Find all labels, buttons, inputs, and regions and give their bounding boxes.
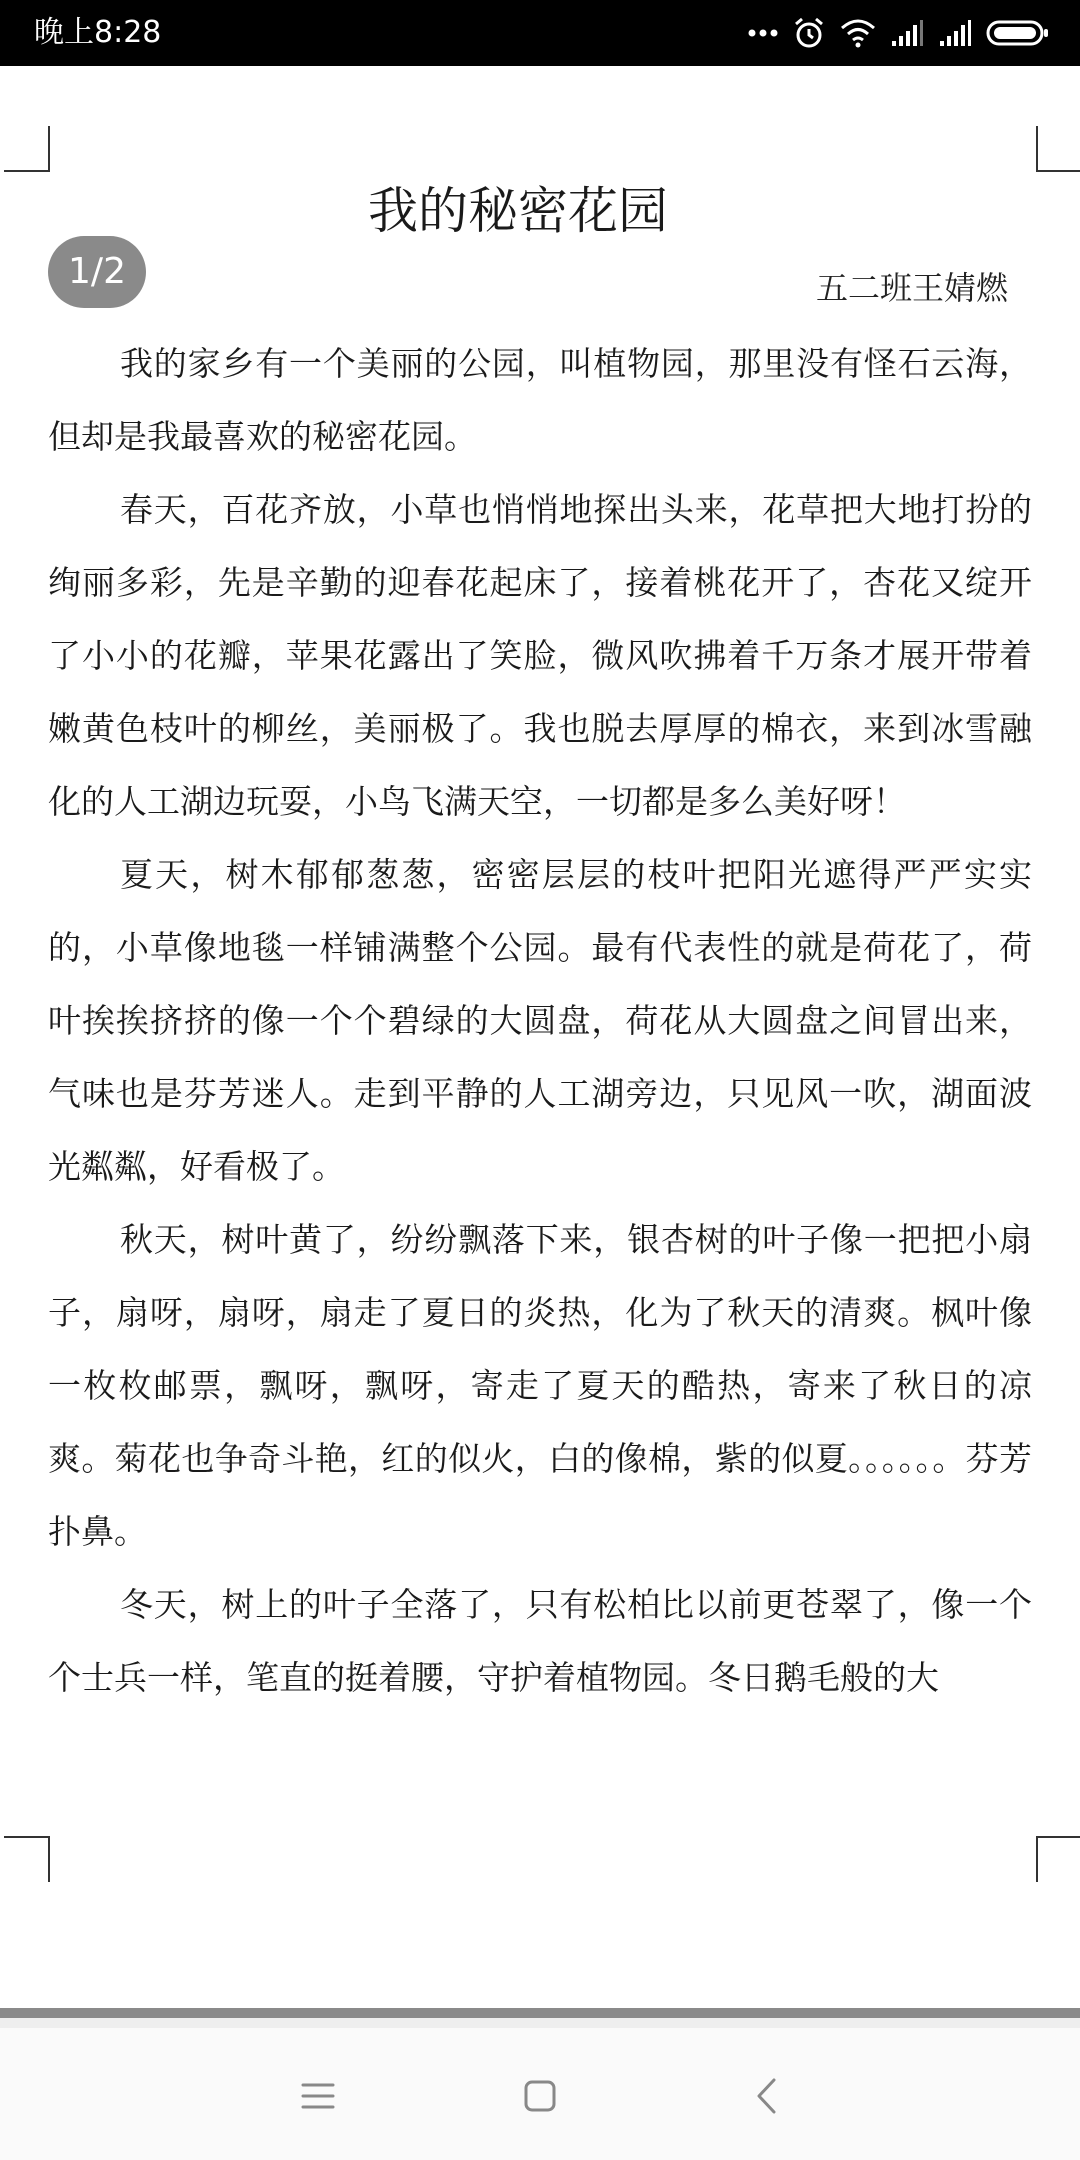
signal-2-icon [938, 19, 972, 47]
paragraph: 我的家乡有一个美丽的公园，叫植物园，那里没有怪石云海，但却是我最喜欢的秘密花园。 [48, 344, 1032, 456]
paragraph: 冬天，树上的叶子全落了，只有松柏比以前更苍翠了，像一个个士兵一样，笔直的挺着腰，守护着植物园。冬日鹅毛般的大 [48, 1585, 1032, 1697]
back-button[interactable] [726, 2056, 806, 2136]
crop-mark-bottom-left [4, 1836, 50, 1882]
divider [0, 2018, 1080, 2028]
crop-mark-bottom-right [1036, 1836, 1080, 1882]
paragraph: 秋天，树叶黄了，纷纷飘落下来，银杏树的叶子像一把把小扇子，扇呀，扇呀，扇走了夏日的炎热，化为了秋天的清爽。枫叶像一枚枚邮票，飘呀，飘呀，寄走了夏天的酷热，寄来了秋日的凉爽。菊花也争奇斗艳，红的似火，白的像棉，紫的似夏。。。。。。芬芳扑鼻。 [48, 1220, 1032, 1551]
back-icon [754, 2077, 778, 2115]
wifi-icon [840, 18, 876, 48]
status-bar [0, 0, 1080, 66]
battery-icon [986, 19, 1050, 47]
page-indicator: 1/2 [48, 236, 146, 308]
document-title: 我的秘密花园 [368, 182, 668, 240]
crop-mark-top-right [1036, 126, 1080, 172]
document-page[interactable] [0, 66, 1080, 2010]
menu-button[interactable] [278, 2056, 358, 2136]
scroll-bar[interactable] [0, 2008, 1080, 2018]
navigation-bar [0, 2028, 1080, 2160]
home-button[interactable] [500, 2056, 580, 2136]
crop-mark-top-left [4, 126, 50, 172]
status-time: 晚上8:28 [34, 15, 162, 50]
document-body [48, 327, 1032, 1827]
more-dots-icon [748, 28, 778, 38]
status-icons [748, 12, 1050, 54]
menu-icon [300, 2081, 336, 2111]
alarm-icon [792, 16, 826, 50]
signal-1-icon [890, 19, 924, 47]
paragraph: 春天，百花齐放，小草也悄悄地探出头来，花草把大地打扮的绚丽多彩，先是辛勤的迎春花起床了，接着桃花开了，杏花又绽开了小小的花瓣，苹果花露出了笑脸，微风吹拂着千万条才展开带着嫩黄色枝叶的柳丝，美丽极了。我也脱去厚厚的棉衣，来到冰雪融化的人工湖边玩耍，小鸟飞满天空，一切都是多么美好呀！ [48, 490, 1032, 821]
home-icon [523, 2079, 557, 2113]
paragraph: 夏天，树木郁郁葱葱，密密层层的枝叶把阳光遮得严严实实的，小草像地毯一样铺满整个公园。最有代表性的就是荷花了，荷叶挨挨挤挤的像一个个碧绿的大圆盘，荷花从大圆盘之间冒出来，气味也是芬芳迷人。走到平静的人工湖旁边，只见风一吹，湖面波光粼粼，好看极了。 [48, 855, 1032, 1186]
document-author: 五二班王婧燃 [815, 269, 1008, 307]
